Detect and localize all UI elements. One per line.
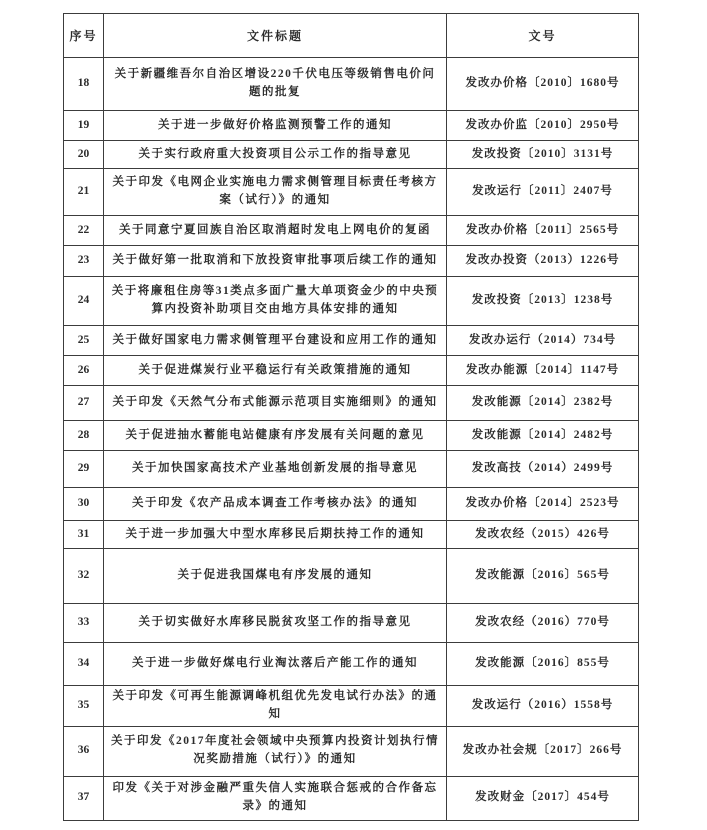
row-no-cell: 24	[64, 277, 104, 326]
row-docno-cell: 发改能源〔2014〕2382号	[447, 386, 639, 421]
header-cell-docno: 文号	[447, 14, 639, 58]
row-title-cell: 关于印发《可再生能源调峰机组优先发电试行办法》的通知	[104, 686, 447, 727]
row-no-cell: 36	[64, 726, 104, 776]
table-row	[64, 386, 639, 421]
table-header-row	[64, 14, 639, 58]
row-title-cell: 关于促进抽水蓄能电站健康有序发展有关问题的意见	[104, 421, 447, 451]
row-no-cell: 25	[64, 326, 104, 356]
table-row	[64, 169, 639, 216]
row-docno-cell: 发改财金〔2017〕454号	[447, 776, 639, 820]
table-row	[64, 488, 639, 521]
row-no-cell: 19	[64, 111, 104, 141]
table-row	[64, 451, 639, 488]
table-row	[64, 549, 639, 604]
row-title-cell: 关于印发《农产品成本调查工作考核办法》的通知	[104, 488, 447, 521]
header-cell-no: 序号	[64, 14, 104, 58]
row-docno-cell: 发改办运行（2014）734号	[447, 326, 639, 356]
row-docno-cell: 发改办社会规〔2017〕266号	[447, 726, 639, 776]
row-title-cell: 关于进一步加强大中型水库移民后期扶持工作的通知	[104, 521, 447, 549]
row-title-cell: 关于实行政府重大投资项目公示工作的指导意见	[104, 141, 447, 169]
row-docno-cell: 发改办价监〔2010〕2950号	[447, 111, 639, 141]
table-row	[64, 277, 639, 326]
row-title-cell: 关于新疆维吾尔自治区增设220千伏电压等级销售电价问题的批复	[104, 58, 447, 111]
header-cell-title: 文件标题	[104, 14, 447, 58]
row-title-cell: 关于促进煤炭行业平稳运行有关政策措施的通知	[104, 356, 447, 386]
row-docno-cell: 发改能源〔2016〕565号	[447, 549, 639, 604]
row-no-cell: 37	[64, 776, 104, 820]
row-title-cell: 关于做好第一批取消和下放投资审批事项后续工作的通知	[104, 246, 447, 277]
row-docno-cell: 发改运行〔2011〕2407号	[447, 169, 639, 216]
row-no-cell: 28	[64, 421, 104, 451]
table-row	[64, 686, 639, 727]
row-no-cell: 22	[64, 216, 104, 246]
row-title-cell: 关于印发《电网企业实施电力需求侧管理目标责任考核方案（试行）》的通知	[104, 169, 447, 216]
row-no-cell: 33	[64, 604, 104, 643]
table-row	[64, 141, 639, 169]
table-body	[64, 58, 639, 821]
row-title-cell: 关于进一步做好价格监测预警工作的通知	[104, 111, 447, 141]
row-no-cell: 35	[64, 686, 104, 727]
table-row	[64, 521, 639, 549]
table-row	[64, 604, 639, 643]
document-table	[63, 13, 639, 821]
row-title-cell: 关于促进我国煤电有序发展的通知	[104, 549, 447, 604]
row-docno-cell: 发改高技（2014）2499号	[447, 451, 639, 488]
row-title-cell: 关于同意宁夏回族自治区取消超时发电上网电价的复函	[104, 216, 447, 246]
table-row	[64, 726, 639, 776]
row-no-cell: 21	[64, 169, 104, 216]
row-docno-cell: 发改办投资（2013）1226号	[447, 246, 639, 277]
table-row	[64, 246, 639, 277]
row-docno-cell: 发改能源〔2014〕2482号	[447, 421, 639, 451]
row-title-cell: 关于加快国家高技术产业基地创新发展的指导意见	[104, 451, 447, 488]
table-row	[64, 326, 639, 356]
row-no-cell: 18	[64, 58, 104, 111]
table-row	[64, 216, 639, 246]
row-no-cell: 27	[64, 386, 104, 421]
row-title-cell: 印发《关于对涉金融严重失信人实施联合惩戒的合作备忘录》的通知	[104, 776, 447, 820]
row-title-cell: 关于做好国家电力需求侧管理平台建设和应用工作的通知	[104, 326, 447, 356]
table-row	[64, 776, 639, 820]
row-docno-cell: 发改投资〔2010〕3131号	[447, 141, 639, 169]
row-docno-cell: 发改办价格〔2010〕1680号	[447, 58, 639, 111]
table-row	[64, 421, 639, 451]
row-no-cell: 30	[64, 488, 104, 521]
table-row	[64, 58, 639, 111]
row-no-cell: 31	[64, 521, 104, 549]
table-row	[64, 111, 639, 141]
row-docno-cell: 发改办能源〔2014〕1147号	[447, 356, 639, 386]
row-docno-cell: 发改办价格〔2011〕2565号	[447, 216, 639, 246]
row-docno-cell: 发改投资〔2013〕1238号	[447, 277, 639, 326]
row-no-cell: 29	[64, 451, 104, 488]
row-title-cell: 关于切实做好水库移民脱贫攻坚工作的指导意见	[104, 604, 447, 643]
row-title-cell: 关于印发《天然气分布式能源示范项目实施细则》的通知	[104, 386, 447, 421]
row-title-cell: 关于印发《2017年度社会领域中央预算内投资计划执行情况奖励措施（试行）》的通知	[104, 726, 447, 776]
row-docno-cell: 发改农经（2016）770号	[447, 604, 639, 643]
row-title-cell: 关于将廉租住房等31类点多面广量大单项资金少的中央预算内投资补助项目交由地方具体安排的通知	[104, 277, 447, 326]
row-no-cell: 32	[64, 549, 104, 604]
row-no-cell: 34	[64, 643, 104, 686]
table-row	[64, 356, 639, 386]
table-row	[64, 643, 639, 686]
row-no-cell: 23	[64, 246, 104, 277]
row-no-cell: 20	[64, 141, 104, 169]
row-docno-cell: 发改运行（2016）1558号	[447, 686, 639, 727]
row-docno-cell: 发改农经（2015）426号	[447, 521, 639, 549]
row-title-cell: 关于进一步做好煤电行业淘汰落后产能工作的通知	[104, 643, 447, 686]
row-no-cell: 26	[64, 356, 104, 386]
row-docno-cell: 发改能源〔2016〕855号	[447, 643, 639, 686]
row-docno-cell: 发改办价格〔2014〕2523号	[447, 488, 639, 521]
